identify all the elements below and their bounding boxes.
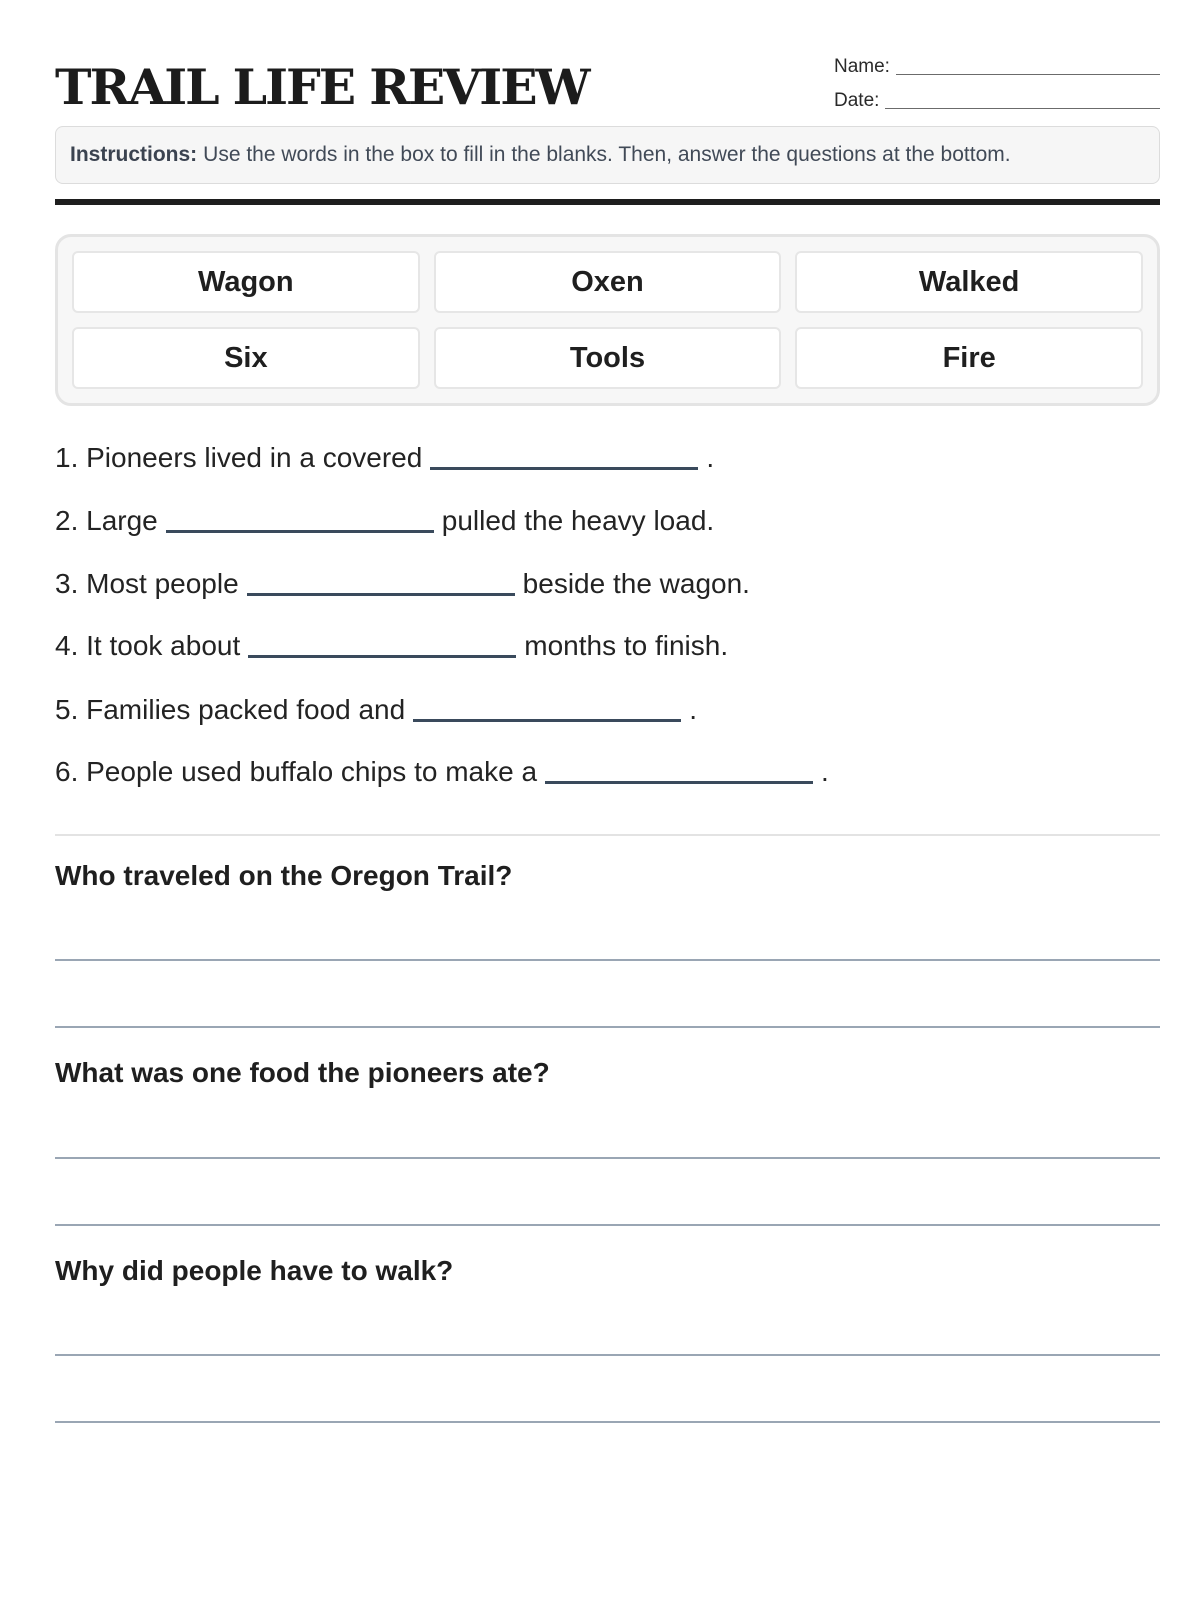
sentence-6-blank[interactable]: [545, 780, 813, 784]
sentence-5-blank[interactable]: [413, 718, 681, 722]
sentence-3-before: 3. Most people: [55, 568, 239, 599]
sentence-6-before: 6. People used buffalo chips to make a: [55, 756, 538, 787]
date-field-row: [834, 90, 1160, 112]
question-2-answer-line-2[interactable]: [55, 1224, 1160, 1226]
sentence-4-after: months to finish.: [524, 630, 729, 661]
sentence-1-blank[interactable]: [430, 466, 698, 470]
sentence-4-blank[interactable]: [248, 654, 516, 658]
question-3-answer-line-2[interactable]: [55, 1421, 1160, 1423]
name-blank-line[interactable]: [896, 73, 1160, 75]
name-field-row: [834, 56, 1160, 78]
question-2: What was one food the pioneers ate?: [55, 1057, 550, 1088]
sentence-6: [55, 748, 829, 788]
sentence-1-before: 1. Pioneers lived in a covered: [55, 442, 423, 473]
date-blank-line[interactable]: [885, 107, 1160, 109]
sentence-2-blank[interactable]: [166, 529, 434, 533]
name-label: Name:: [834, 56, 890, 77]
word-bank-item-wagon: Wagon: [72, 251, 420, 313]
header-divider-rule: [55, 199, 1160, 205]
word-bank: [55, 234, 1160, 406]
instructions-box: [55, 126, 1160, 184]
sentence-3-blank[interactable]: [247, 592, 515, 596]
question-1-answer-line-2[interactable]: [55, 1026, 1160, 1028]
sentence-5-before: 5. Families packed food and: [55, 694, 406, 725]
instructions-lead: Instructions:: [70, 143, 198, 166]
question-2-answer-line-1[interactable]: [55, 1157, 1160, 1159]
word-bank-item-walked: Walked: [795, 251, 1143, 313]
sentence-3-after: beside the wagon.: [522, 568, 750, 599]
section-divider: [55, 834, 1160, 836]
sentence-3: [55, 560, 750, 600]
sentence-5: [55, 686, 697, 726]
question-3-answer-line-1[interactable]: [55, 1354, 1160, 1356]
worksheet-title: TRAIL LIFE REVIEW: [55, 58, 589, 116]
worksheet-page: [55, 0, 1160, 1600]
word-bank-item-fire: Fire: [795, 327, 1143, 389]
word-bank-item-tools: Tools: [434, 327, 782, 389]
word-bank-item-oxen: Oxen: [434, 251, 782, 313]
question-1: Who traveled on the Oregon Trail?: [55, 860, 513, 891]
sentence-4-before: 4. It took about: [55, 630, 241, 661]
question-3: Why did people have to walk?: [55, 1255, 454, 1286]
sentence-1: [55, 434, 714, 474]
sentence-1-after: .: [706, 442, 715, 473]
sentence-5-after: .: [689, 694, 697, 725]
sentence-6-after: .: [821, 756, 829, 787]
sentence-4: [55, 622, 728, 662]
word-bank-item-six: Six: [72, 327, 420, 389]
sentence-2-after: pulled the heavy load.: [441, 505, 715, 536]
date-label: Date:: [834, 90, 880, 111]
instructions-text: Use the words in the box to fill in the blanks. Then, answer the questions at the bottom.: [203, 143, 1011, 166]
sentence-2-before: 2. Large: [55, 505, 158, 536]
sentence-2: [55, 497, 714, 537]
question-1-answer-line-1[interactable]: [55, 959, 1160, 961]
